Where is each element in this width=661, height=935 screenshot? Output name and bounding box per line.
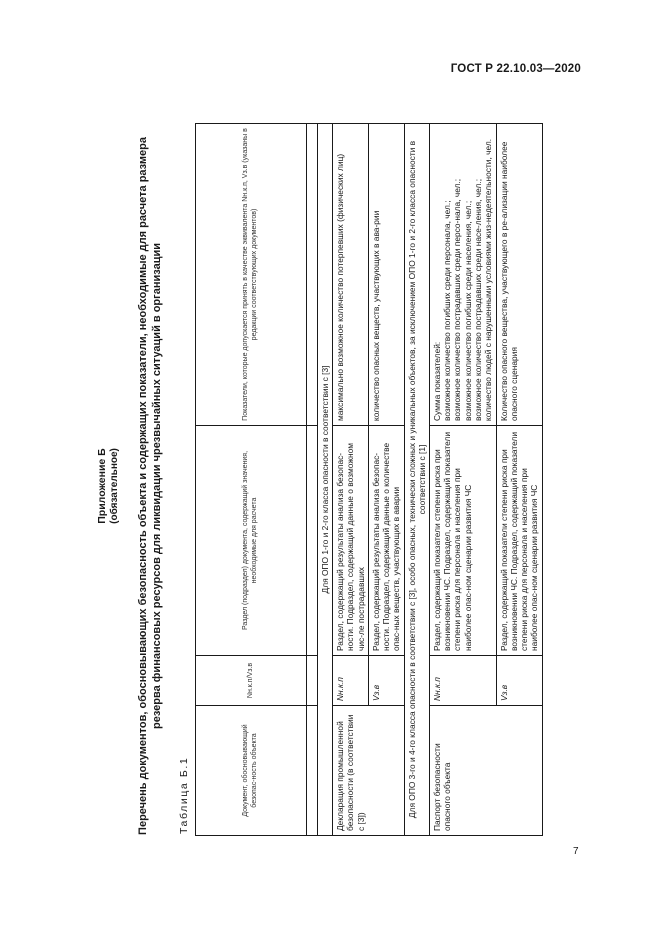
header-document: Документ, обосновывающий безопас-ность объекта	[196, 706, 307, 836]
document-list-title-line: резерва финансовых ресурсов для ликвидации чрезвычайных ситуаций в организации	[150, 243, 163, 729]
section-row-class-3-4	[404, 124, 429, 836]
symbol-text: Nн.к.п	[335, 677, 345, 701]
appendix-title: Приложение Б	[96, 448, 108, 524]
number-cell	[307, 706, 318, 836]
indicator-line: количество людей с нарушенными условиями жиз-недеятельности, чел.	[483, 138, 494, 421]
document-code: ГОСТ Р 22.10.03—2020	[450, 63, 581, 75]
indicators-table	[195, 123, 543, 836]
document-list-title-line: Перечень документов, обосновывающих безопасность объекта и содержащих показатели, необходимые для расчета размера	[137, 137, 149, 835]
indicator-line: возможное количество погибших среди населения, чел.;	[462, 200, 473, 421]
indicators-cell	[429, 124, 496, 426]
symbol-cell	[496, 656, 542, 706]
section-heading: Для ОПО 3-го и 4-го класса опасности в соответствии с [3], особо опасных, технически сложных и уникальных объектов, за исключением ОПО 1-го и 2-го класса опасности в соответствии с [1]	[404, 124, 429, 836]
symbol-text: Nн.к.п	[431, 677, 442, 701]
indicators-cell: количество опасных веществ, участвующих в ава-рии	[368, 124, 404, 426]
symbol-text: Vз.в	[498, 684, 509, 701]
indicators-cell: максимально возможное количество потерпевших (физических лиц)	[333, 124, 369, 426]
document-list-title	[137, 136, 164, 836]
table-row	[333, 124, 369, 836]
section-cell: Раздел, содержащий результаты анализа безопас-ности. Подраздел, содержащий данные о количестве опас-ных веществ, участвующих в аварии	[368, 426, 404, 656]
indicators-cell: Количество опасного вещества, участвующего в ре-ализации наиболее опасного сценария	[496, 124, 542, 426]
indicator-line: возможное количество погибших среди персонала, чел.;	[442, 200, 453, 421]
table-header-row	[196, 124, 307, 836]
section-row-class-1-2	[318, 124, 333, 836]
number-cell	[307, 426, 318, 656]
section-cell: Раздел, содержащий показатели степени риска при возникновении ЧС. Подраздел, содержащий показатели степени риска для персонала и населения при наиболее опас-ном сценарии развития ЧС	[496, 426, 542, 656]
symbol-text: Vз.в	[370, 684, 381, 701]
table-label: Таблица Б.1	[178, 756, 190, 834]
symbol-cell	[333, 656, 369, 706]
page-number: 7	[573, 846, 579, 857]
symbol-cell	[429, 656, 496, 706]
table-number-row	[307, 124, 318, 836]
number-cell	[307, 656, 318, 706]
header-section: Раздел (подраздел) документа, содержащий значения, необходимые для расчета	[196, 426, 307, 656]
document-cell: Паспорт безопасности опасного объекта	[429, 706, 542, 836]
table-row	[429, 124, 496, 836]
number-cell	[307, 124, 318, 426]
header-symbol: Nн.к.п/Vз.в	[196, 656, 307, 706]
header-indicators: Показатели, которые допускается принять в качестве эквивалента Nн.к.п, Vз.в (указаны в редакции соответствующих документов)	[196, 124, 307, 426]
indicator-line: возможное количество пострадавших среди насе-ления, чел.;	[472, 178, 483, 421]
indicator-line: Сумма показателей:	[431, 341, 442, 421]
indicator-line: возможное количество пострадавших среди персо-нала, чел.;	[452, 178, 463, 421]
section-heading: Для ОПО 1-го и 2-го класса опасности в соответствии с [3]	[318, 124, 333, 836]
section-cell: Раздел, содержащий результаты анализа безопас-ности. Подраздел, содержащий данные о возможном чис-ле пострадавших	[333, 426, 369, 656]
rotated-appendix-content	[92, 118, 572, 854]
appendix-subtitle: (обязательное)	[109, 448, 120, 524]
document-cell: Декларация промышленной безопасности (в соответствии с [3])	[333, 706, 405, 836]
symbol-cell	[368, 656, 404, 706]
section-cell: Раздел, содержащий показатели степени риска при возникновении ЧС. Подраздел, содержащий показатели степени риска для персонала и населения при наиболее опас-ном сценарии развития ЧС	[429, 426, 496, 656]
